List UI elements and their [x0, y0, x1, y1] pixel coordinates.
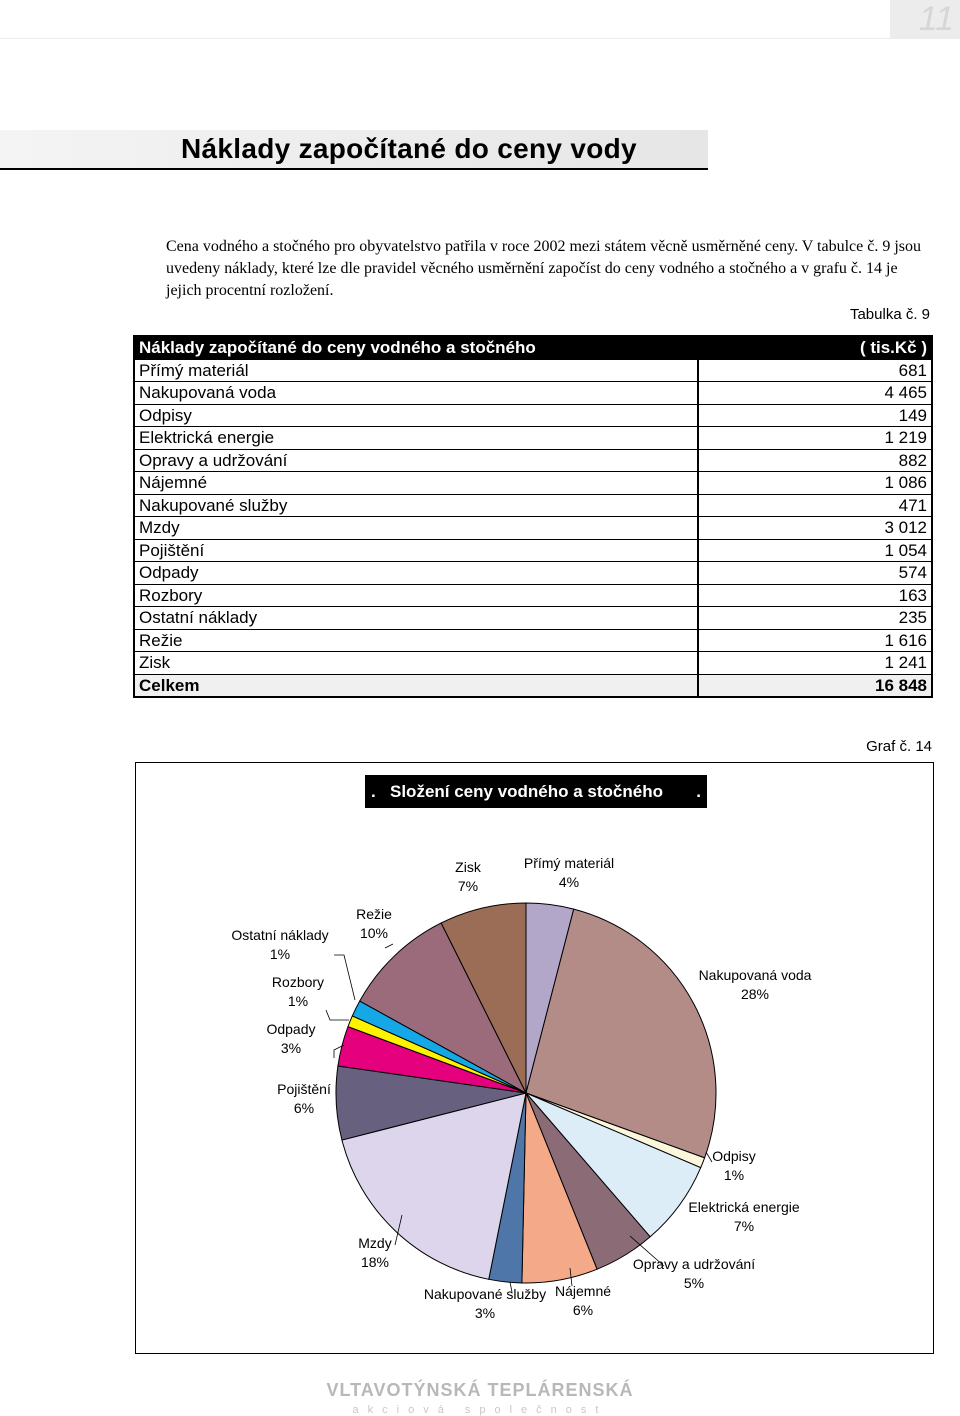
footer-logo: VLTAVOTÝNSKÁ TEPLÁRENSKÁ [326, 1380, 634, 1400]
page-number: 11 [890, 0, 960, 38]
pie-label-name-12: Režie [356, 906, 392, 922]
page-title: Náklady započítané do ceny vody [181, 133, 637, 164]
table-row-value: 163 [698, 584, 932, 607]
pie-label-name-0: Přímý materiál [523, 855, 615, 871]
pie-label-pct-10: 1% [287, 993, 309, 1009]
table-row-label: Přímý materiál [134, 359, 698, 382]
footer-subtitle: akciová společnost [352, 1404, 608, 1416]
table-header-unit: ( tis.Kč ) [698, 336, 932, 359]
table-row-value: 471 [698, 494, 932, 517]
table-row-label: Rozbory [134, 584, 698, 607]
chart-caption: Graf č. 14 [866, 738, 932, 755]
pie-label-name-9: Odpady [266, 1021, 316, 1037]
table-header-label: Náklady započítané do ceny vodného a stočného [134, 336, 698, 359]
pie-leader-line-10 [326, 1010, 349, 1020]
pie-label-name-2: Odpisy [712, 1148, 756, 1164]
table-row-label: Odpisy [134, 404, 698, 427]
pie-label-name-10: Rozbory [271, 974, 325, 990]
pie-label-pct-2: 1% [723, 1167, 745, 1183]
chart-title-dot-left: . [371, 782, 376, 801]
table-row-value: 235 [698, 607, 932, 630]
pie-label-name-5: Nájemné [554, 1283, 612, 1299]
table-row-value: 1 616 [698, 629, 932, 652]
table-row-label: Mzdy [134, 517, 698, 540]
pie-label-pct-6: 3% [474, 1305, 496, 1321]
pie-label-pct-5: 6% [572, 1302, 594, 1318]
pie-label-name-6: Nakupované služby [423, 1286, 547, 1302]
pie-label-pct-7: 18% [360, 1254, 390, 1270]
table-caption: Tabulka č. 9 [849, 306, 930, 323]
table-row-value: 3 012 [698, 517, 932, 540]
table-row-label: Elektrická energie [134, 427, 698, 450]
chart-title-text: Složení ceny vodného a stočného [390, 782, 663, 801]
pie-leader-line-11 [334, 955, 355, 1000]
table-row-value: 574 [698, 562, 932, 585]
pie-label-name-4: Opravy a udržování [632, 1256, 756, 1272]
pie-label-name-1: Nakupovaná voda [698, 967, 812, 983]
table-row-value: 1 086 [698, 472, 932, 495]
pie-label-pct-4: 5% [683, 1275, 705, 1291]
pie-label-name-3: Elektrická energie [688, 1199, 800, 1215]
table-row-label: Zisk [134, 652, 698, 675]
table-row-value: 681 [698, 359, 932, 382]
table-total-label: Celkem [134, 674, 698, 697]
table-row-label: Ostatní náklady [134, 607, 698, 630]
pie-label-pct-8: 6% [293, 1100, 315, 1116]
pie-label-name-13: Zisk [455, 859, 481, 875]
pie-label-name-7: Mzdy [358, 1235, 392, 1251]
table-total-value: 16 848 [698, 674, 932, 697]
table-row-label: Odpady [134, 562, 698, 585]
table-row-label: Nakupovaná voda [134, 382, 698, 405]
pie-leader-line-2 [706, 1152, 712, 1162]
pie-leader-line-12 [385, 944, 393, 948]
table-row-label: Opravy a udržování [134, 449, 698, 472]
table-row-value: 882 [698, 449, 932, 472]
pie-label-pct-1: 28% [740, 986, 770, 1002]
pie-label-name-11: Ostatní náklady [231, 927, 329, 943]
table-row-label: Pojištění [134, 539, 698, 562]
intro-paragraph: Cena vodného a stočného pro obyvatelstvo patřila v roce 2002 mezi státem věcně usměrněné ceny. V tabulce č. 9 jsou uvedeny náklady, které lze dle pravidel věcného usměrnění započíst do ceny vodného a stočného a v grafu č. 14 je jejich procentní rozložení. [166, 238, 922, 299]
table-row-value: 4 465 [698, 382, 932, 405]
table-row-value: 1 054 [698, 539, 932, 562]
table-row-label: Nakupované služby [134, 494, 698, 517]
table-row-value: 149 [698, 404, 932, 427]
chart-title-dot-right: . [696, 782, 701, 801]
pie-label-pct-9: 3% [280, 1040, 302, 1056]
pie-label-pct-3: 7% [733, 1218, 755, 1234]
pie-label-pct-13: 7% [457, 878, 479, 894]
pie-label-pct-12: 10% [359, 925, 389, 941]
table-row-label: Režie [134, 629, 698, 652]
pie-label-name-8: Pojištění [277, 1081, 331, 1097]
table-row-value: 1 241 [698, 652, 932, 675]
table-row-value: 1 219 [698, 427, 932, 450]
pie-label-pct-11: 1% [269, 946, 291, 962]
table-row-label: Nájemné [134, 472, 698, 495]
pie-label-pct-0: 4% [558, 874, 580, 890]
